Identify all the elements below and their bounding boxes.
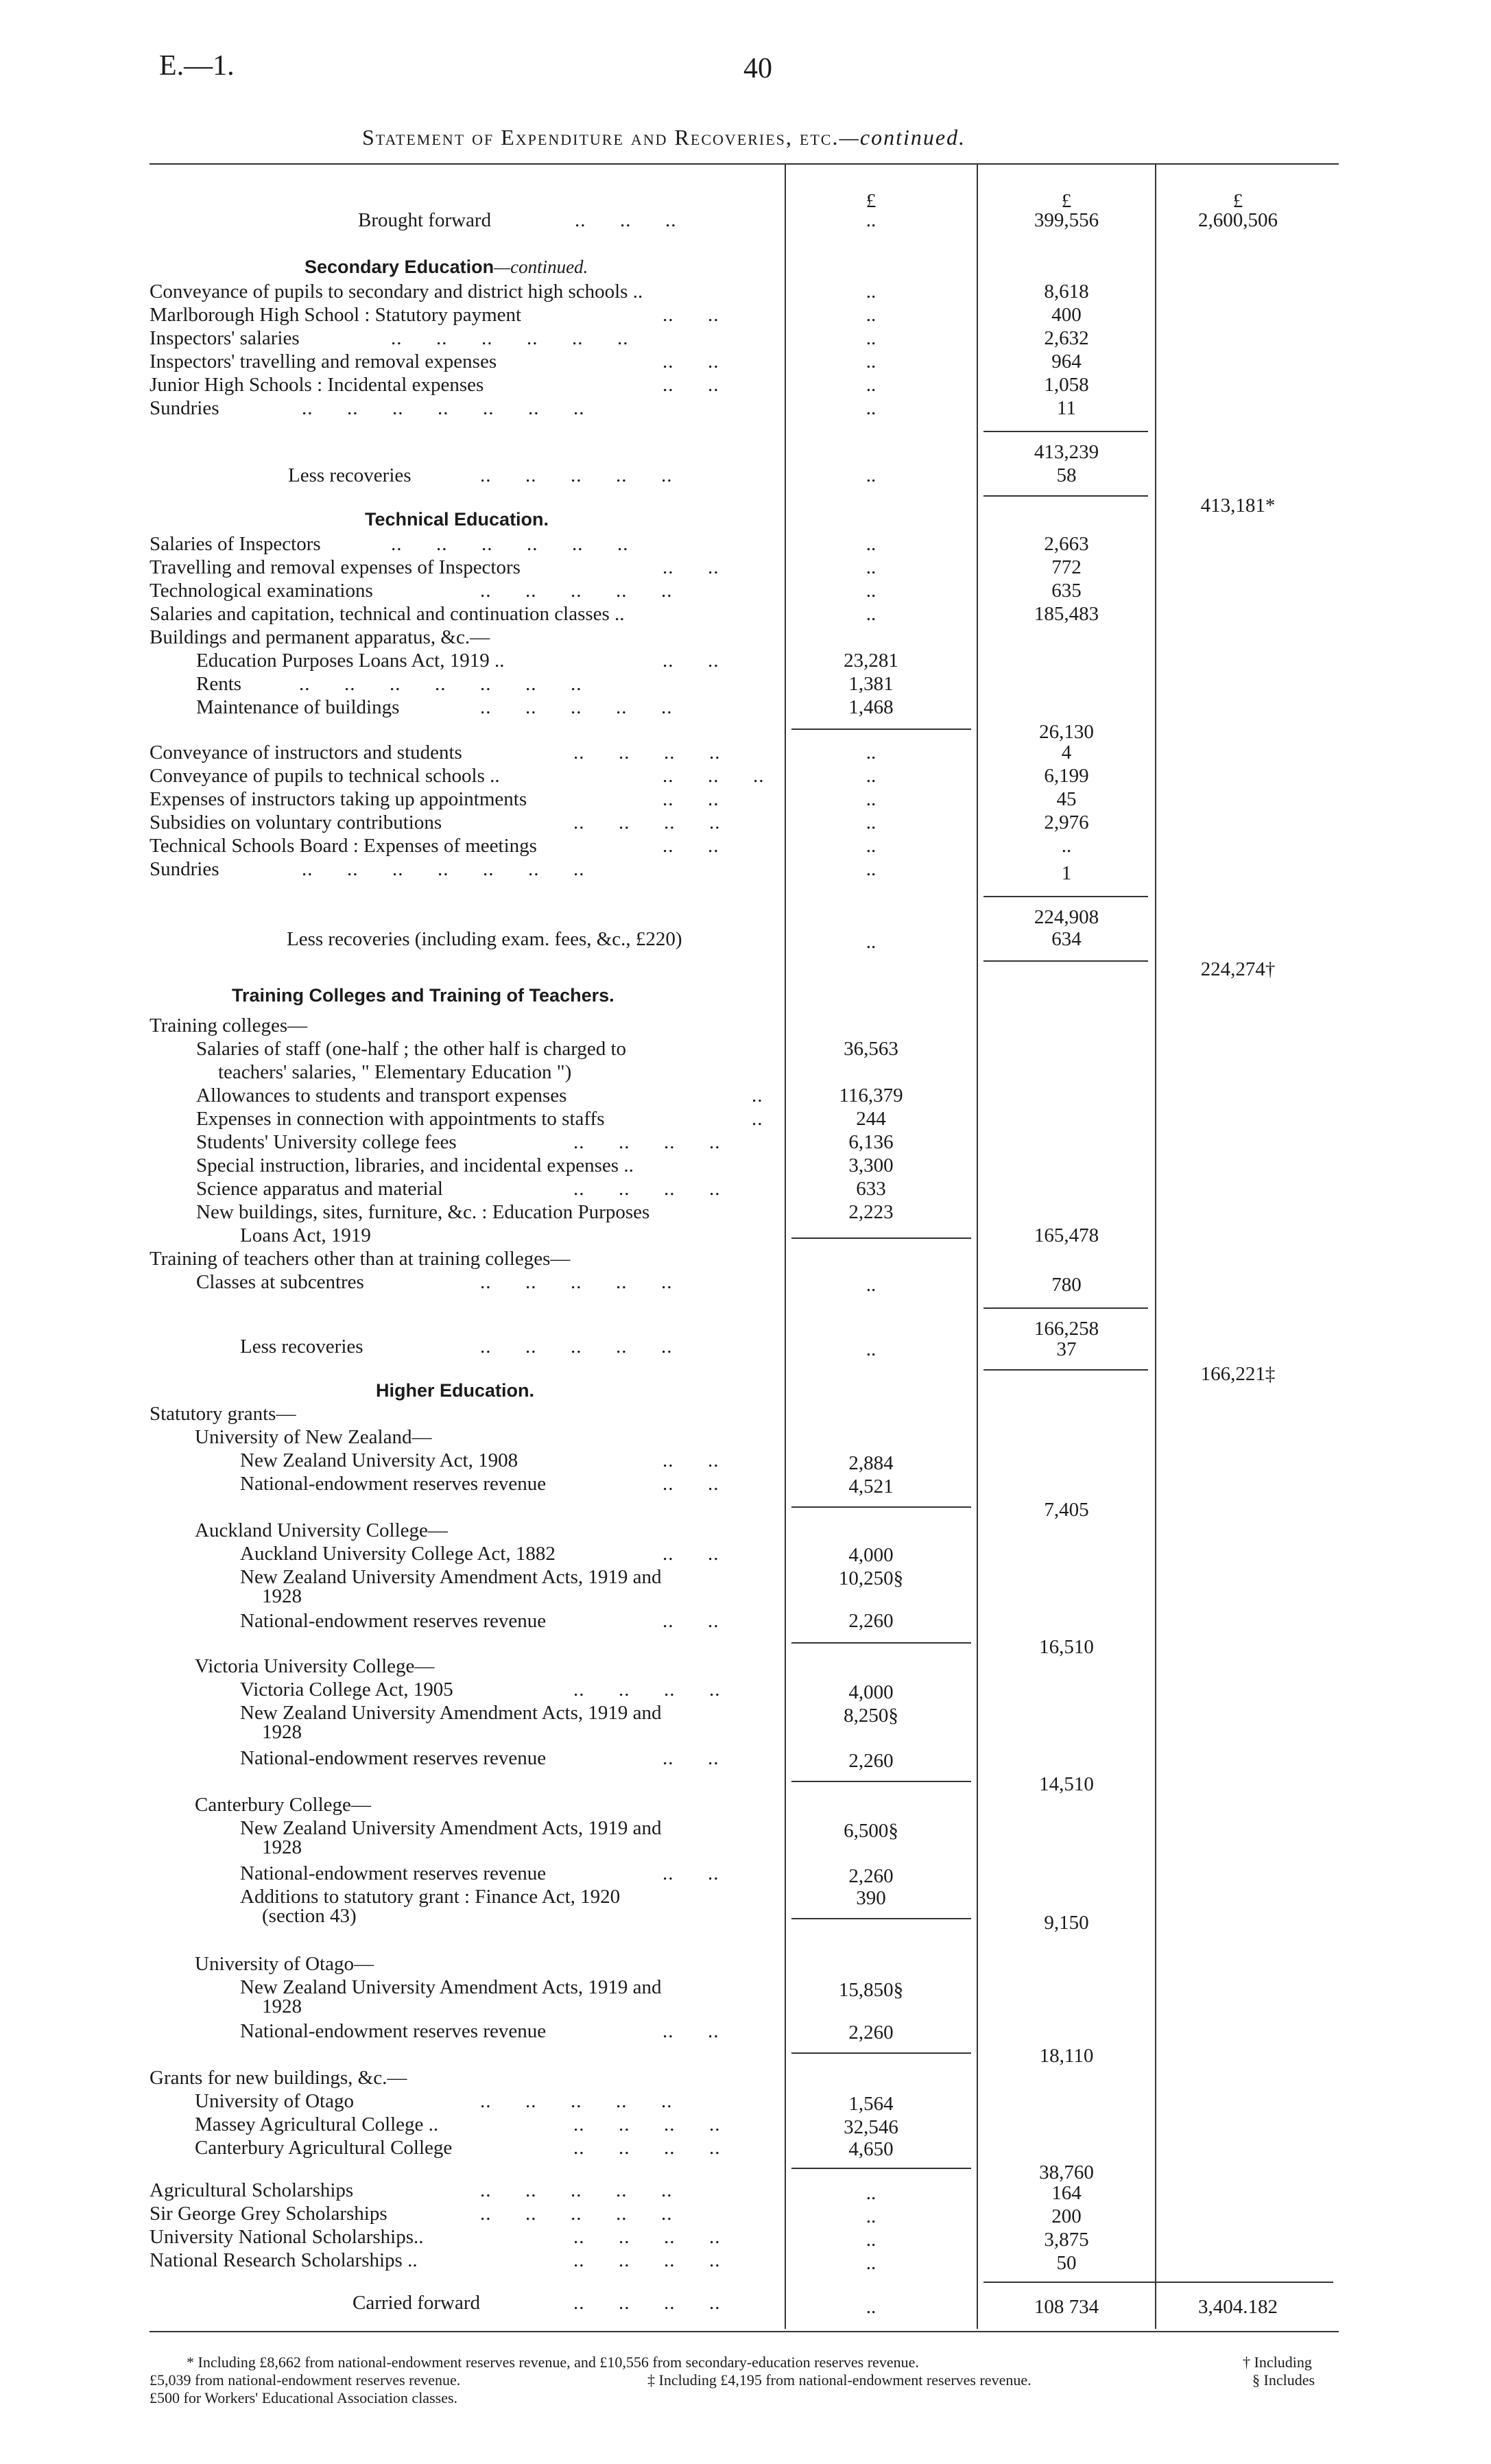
- row-label: Junior High Schools : Incidental expenses: [150, 374, 484, 396]
- page-title-suffix: —continued.: [839, 125, 966, 150]
- leader-dots: .. .. .. .. .. .. ..: [302, 858, 585, 880]
- row-label: Brought forward: [358, 209, 492, 231]
- row-label: New Zealand University Amendment Acts, 1919 and: [240, 1566, 662, 1588]
- leader-dots: .. .. .. ..: [573, 2113, 721, 2135]
- row-label: Canterbury Agricultural College: [195, 2137, 453, 2159]
- row-label: Loans Act, 1919: [240, 1224, 371, 1246]
- leader-dots: .. ..: [663, 1473, 719, 1495]
- row-col1: ..: [866, 2252, 876, 2274]
- page-title-main: Statement of Expenditure and Recoveries, etc.: [362, 125, 839, 150]
- section-heading-higher: Higher Education.: [376, 1380, 535, 1401]
- row-col1: ..: [866, 2229, 876, 2251]
- row-col2: 6,199: [1044, 765, 1089, 787]
- leader-dots: ..: [752, 1108, 763, 1130]
- row-label: Sir George Grey Scholarships: [150, 2203, 387, 2225]
- row-label: Grants for new buildings, &c.—: [150, 2067, 407, 2089]
- row-label: Training of teachers other than at training colleges—: [150, 1248, 571, 1270]
- subtotal-rule: [791, 1781, 971, 1782]
- table-top-rule: [150, 163, 1339, 165]
- row-col2: 4: [1061, 742, 1072, 763]
- row-col1: ..: [866, 788, 876, 810]
- row-label: University of Otago: [195, 2090, 354, 2112]
- row-col1: 3,300: [848, 1154, 894, 1176]
- leader-dots: ..: [752, 1085, 763, 1106]
- column-rule-2: [977, 165, 978, 2329]
- row-col1: ..: [866, 835, 876, 857]
- row-label: 1928: [262, 1836, 302, 1858]
- row-label: National-endowment reserves revenue: [240, 1862, 547, 1884]
- row-col1: 23,281: [844, 650, 898, 672]
- leader-dots: .. ..: [663, 1747, 719, 1769]
- footnote-line-1-right: † Including: [1243, 2354, 1312, 2371]
- leader-dots: .. ..: [663, 788, 719, 810]
- row-label: Salaries and capitation, technical and continuation classes ..: [150, 603, 625, 625]
- leader-dots: .. ..: [663, 556, 719, 578]
- subtotal-rule: [791, 1642, 971, 1644]
- row-col1: ..: [866, 281, 876, 303]
- row-col1: 116,379: [839, 1085, 903, 1106]
- row-col1: 2,260: [848, 2022, 894, 2044]
- table-bottom-rule: [150, 2331, 1339, 2332]
- row-label: Victoria College Act, 1905: [240, 1679, 453, 1701]
- row-col2: 14,510: [1039, 1773, 1094, 1795]
- leader-dots: .. .. .. .. .. .. ..: [302, 397, 585, 419]
- row-label: Additions to statutory grant : Finance Act, 1920: [240, 1886, 621, 1908]
- row-label: Statutory grants—: [150, 1403, 296, 1425]
- row-col2: 399,556: [1034, 209, 1099, 231]
- row-col1: 1,564: [848, 2093, 894, 2115]
- row-col2: 165,478: [1034, 1224, 1099, 1246]
- row-label: Canterbury College—: [195, 1794, 371, 1816]
- row-label: National-endowment reserves revenue: [240, 1473, 547, 1495]
- row-col1: ..: [866, 858, 876, 880]
- leader-dots: .. ..: [663, 351, 719, 372]
- row-col1: 2,260: [848, 1750, 894, 1772]
- row-col1: 4,521: [848, 1476, 894, 1497]
- row-col1: ..: [866, 2182, 876, 2204]
- row-label: Sundries: [150, 858, 219, 880]
- subtotal-rule: [791, 2052, 971, 2054]
- row-col1: 15,850§: [838, 1979, 904, 2001]
- row-col2: 166,258: [1034, 1318, 1099, 1340]
- row-label: National-endowment reserves revenue: [240, 2020, 547, 2042]
- row-label: Inspectors' travelling and removal expenses: [150, 351, 497, 372]
- footnote-line-3: £500 for Workers' Educational Association classes.: [150, 2389, 458, 2406]
- row-label: Allowances to students and transport expenses: [196, 1085, 567, 1106]
- subtotal-rule: [791, 2168, 971, 2169]
- column-head-1: £: [866, 190, 876, 212]
- leader-dots: .. ..: [663, 2020, 719, 2042]
- row-label: New Zealand University Amendment Acts, 1919 and: [240, 1817, 662, 1839]
- footnote-line-2-right: § Includes: [1252, 2371, 1315, 2389]
- leader-dots: .. .. .. .. ..: [480, 464, 673, 486]
- section-heading-secondary: [305, 255, 588, 279]
- leader-dots: .. .. .. ..: [573, 1679, 721, 1701]
- leader-dots: .. ..: [663, 835, 719, 857]
- column-rule-3: [1155, 165, 1156, 2329]
- leader-dots: .. .. .. ..: [573, 1178, 721, 1200]
- row-col1: 244: [856, 1108, 886, 1130]
- row-col1: 36,563: [844, 1038, 898, 1060]
- footnote-line-1: * Including £8,662 from national-endowment reserves revenue, and £10,556 from secondary-education reserves revenue.: [187, 2354, 919, 2371]
- row-col1: ..: [866, 742, 876, 763]
- row-col1: 2,223: [848, 1201, 894, 1223]
- leader-dots: .. ..: [663, 304, 719, 326]
- row-col1: ..: [866, 304, 876, 326]
- row-col1: ..: [866, 2296, 876, 2318]
- page-identifier: E.—1.: [159, 50, 235, 82]
- row-label: Conveyance of instructors and students: [150, 742, 462, 763]
- row-label: University National Scholarships..: [150, 2226, 424, 2248]
- leader-dots: .. ..: [663, 1449, 719, 1471]
- row-col2: 2,976: [1044, 812, 1089, 833]
- row-label: Classes at subcentres: [196, 1271, 364, 1293]
- row-col1: ..: [866, 1274, 876, 1296]
- leader-dots: .. .. .. .. .. ..: [391, 533, 629, 555]
- row-col2: 9,150: [1044, 1912, 1089, 1934]
- row-col2: 2,632: [1044, 327, 1089, 349]
- leader-dots: .. .. .. ..: [573, 2249, 721, 2271]
- total-rule: [983, 2282, 1333, 2283]
- subtotal-rule: [983, 1369, 1148, 1371]
- row-col2: 400: [1051, 304, 1082, 326]
- row-label: Less recoveries: [288, 464, 411, 486]
- leader-dots: .. .. ..: [663, 765, 765, 787]
- row-label: Salaries of staff (one-half ; the other half is charged to: [196, 1038, 627, 1060]
- section-heading-secondary-suffix: —continued.: [494, 257, 588, 277]
- leader-dots: .. .. .. ..: [573, 812, 721, 833]
- row-label: Less recoveries: [240, 1336, 363, 1358]
- row-col1: 390: [856, 1887, 886, 1909]
- row-label: Agricultural Scholarships: [150, 2179, 354, 2201]
- section-heading-secondary-text: Secondary Education: [305, 257, 494, 277]
- column-rule-1: [785, 165, 786, 2329]
- row-label: University of New Zealand—: [195, 1426, 432, 1448]
- leader-dots: .. .. .. ..: [573, 2292, 721, 2314]
- row-label: Special instruction, libraries, and incidental expenses ..: [196, 1154, 634, 1176]
- row-label: teachers' salaries, " Elementary Education "): [218, 1061, 572, 1083]
- footnote-line-2-middle: ‡ Including £4,195 from national-endowment reserves revenue.: [647, 2371, 1031, 2389]
- leader-dots: .. .. .. .. ..: [480, 2203, 673, 2225]
- row-col3: 224,274†: [1200, 958, 1276, 980]
- row-col1: ..: [866, 397, 876, 419]
- row-label: Marlborough High School : Statutory payment: [150, 304, 522, 326]
- row-label: Expenses of instructors taking up appointments: [150, 788, 527, 810]
- page-title: [362, 125, 966, 150]
- row-col2: 8,618: [1044, 281, 1089, 303]
- row-col2: 413,239: [1034, 441, 1099, 463]
- row-col2: 772: [1051, 556, 1082, 578]
- row-col1: 1,468: [848, 696, 894, 718]
- row-col2: 1,058: [1044, 374, 1089, 396]
- row-label: New Zealand University Act, 1908: [240, 1449, 518, 1471]
- row-col1: ..: [866, 580, 876, 602]
- row-label: Auckland University College—: [195, 1519, 448, 1541]
- row-col2: 38,760: [1039, 2161, 1094, 2183]
- subtotal-rule: [791, 1918, 971, 1919]
- row-col1: 633: [856, 1178, 886, 1200]
- row-col3: 3,404.182: [1198, 2296, 1278, 2318]
- row-label: National-endowment reserves revenue: [240, 1610, 547, 1632]
- row-col1: 8,250§: [844, 1705, 898, 1727]
- row-label: Subsidies on voluntary contributions: [150, 812, 442, 833]
- row-label: Less recoveries (including exam. fees, &c., £220): [287, 928, 682, 950]
- row-col3: 2,600,506: [1198, 209, 1278, 231]
- row-label: Travelling and removal expenses of Inspectors: [150, 556, 521, 578]
- row-label: University of Otago—: [195, 1953, 374, 1975]
- row-label-carried-forward: Carried forward: [353, 2292, 480, 2314]
- row-col2: 164: [1051, 2182, 1082, 2204]
- row-label: Conveyance of pupils to secondary and district high schools ..: [150, 281, 643, 303]
- row-label: Training colleges—: [150, 1015, 308, 1036]
- leader-dots: .. ..: [663, 1543, 719, 1565]
- row-col1: 4,000: [848, 1544, 894, 1566]
- row-label: Conveyance of pupils to technical schools ..: [150, 765, 500, 787]
- row-label: Victoria University College—: [195, 1655, 435, 1677]
- row-col1: ..: [866, 765, 876, 787]
- row-col1: ..: [866, 327, 876, 349]
- row-col1: 2,260: [848, 1865, 894, 1887]
- leader-dots: .. .. .. ..: [573, 2137, 721, 2159]
- subtotal-rule: [983, 495, 1148, 497]
- row-col2: 11: [1057, 397, 1076, 419]
- leader-dots: .. .. .. .. ..: [480, 580, 673, 602]
- subtotal-rule: [983, 1307, 1148, 1309]
- row-label: Sundries: [150, 397, 219, 419]
- row-col2: 26,130: [1039, 721, 1094, 743]
- row-label: New Zealand University Amendment Acts, 1919 and: [240, 1976, 662, 1998]
- row-label: Expenses in connection with appointments to staffs: [196, 1108, 605, 1130]
- subtotal-rule: [791, 1237, 971, 1239]
- leader-dots: .. .. .. .. ..: [480, 2090, 673, 2112]
- row-col1: 2,884: [848, 1452, 894, 1474]
- row-col2: 18,110: [1039, 2045, 1094, 2067]
- row-label: Rents: [196, 673, 242, 695]
- leader-dots: .. .. .. ..: [573, 742, 721, 763]
- column-head-2: £: [1061, 190, 1072, 212]
- leader-dots: .. .. .. .. ..: [480, 2179, 673, 2201]
- row-col2: 37: [1056, 1338, 1077, 1360]
- subtotal-rule: [791, 1506, 971, 1508]
- row-col2: 2,663: [1044, 533, 1089, 555]
- row-col2: 58: [1056, 464, 1077, 486]
- row-col3: 413,181*: [1200, 495, 1276, 517]
- leader-dots: .. ..: [663, 650, 719, 672]
- row-label: Technical Schools Board : Expenses of meetings: [150, 835, 537, 857]
- row-col2: 634: [1051, 928, 1082, 950]
- row-col1: 10,250§: [838, 1567, 904, 1589]
- page-number: 40: [743, 53, 772, 84]
- row-col1: 2,260: [848, 1610, 894, 1632]
- leader-dots: .. .. ..: [575, 209, 677, 231]
- row-col1: ..: [866, 351, 876, 372]
- leader-dots: .. .. .. .. .. ..: [391, 327, 629, 349]
- row-label: Students' University college fees: [196, 1131, 457, 1153]
- row-col1: ..: [866, 464, 876, 486]
- row-col2: ..: [1061, 835, 1072, 857]
- row-col1: 1,381: [848, 673, 894, 695]
- row-col1: ..: [866, 812, 876, 833]
- subtotal-rule: [983, 896, 1148, 897]
- row-col1: ..: [866, 931, 876, 953]
- row-label: Science apparatus and material: [196, 1178, 443, 1200]
- row-col1: ..: [866, 603, 876, 625]
- row-label: Technological examinations: [150, 580, 373, 602]
- section-heading-technical: Technical Education.: [365, 509, 549, 530]
- row-col1: ..: [866, 533, 876, 555]
- row-col2: 780: [1051, 1274, 1082, 1296]
- row-col2: 50: [1056, 2252, 1077, 2274]
- row-label: National Research Scholarships ..: [150, 2249, 418, 2271]
- row-label: 1928: [262, 1721, 302, 1743]
- subtotal-rule: [983, 960, 1148, 962]
- row-label: National-endowment reserves revenue: [240, 1747, 547, 1769]
- row-col1: 6,136: [848, 1131, 894, 1153]
- row-col3: 166,221‡: [1200, 1363, 1276, 1385]
- row-label: (section 43): [262, 1905, 357, 1927]
- section-heading-training: Training Colleges and Training of Teachers.: [232, 985, 615, 1006]
- leader-dots: .. .. .. ..: [573, 1131, 721, 1153]
- row-label: New buildings, sites, furniture, &c. : Education Purposes: [196, 1201, 650, 1223]
- row-col1: 6,500§: [844, 1820, 898, 1842]
- row-col1: 32,546: [844, 2116, 898, 2138]
- row-col2: 964: [1051, 351, 1082, 372]
- row-col2: 16,510: [1039, 1636, 1094, 1658]
- row-col1: ..: [866, 556, 876, 578]
- row-col2: 635: [1051, 580, 1082, 602]
- row-col2: 224,908: [1034, 906, 1099, 928]
- row-label: Auckland University College Act, 1882: [240, 1543, 556, 1565]
- subtotal-rule: [983, 431, 1148, 432]
- row-col2: 7,405: [1044, 1499, 1089, 1521]
- row-col2: 185,483: [1034, 603, 1099, 625]
- column-head-3: £: [1232, 190, 1243, 212]
- row-col1: ..: [866, 1338, 876, 1360]
- leader-dots: .. .. .. .. ..: [480, 1271, 673, 1293]
- leader-dots: .. ..: [663, 1610, 719, 1632]
- leader-dots: .. .. .. ..: [573, 2226, 721, 2248]
- row-label: 1928: [262, 1995, 302, 2017]
- row-col1: ..: [866, 2205, 876, 2227]
- row-label: 1928: [262, 1585, 302, 1607]
- row-label: Massey Agricultural College ..: [195, 2113, 439, 2135]
- row-col2: 108 734: [1034, 2296, 1099, 2318]
- leader-dots: .. ..: [663, 1862, 719, 1884]
- row-col1: 4,650: [848, 2138, 894, 2160]
- leader-dots: .. .. .. .. .. .. ..: [299, 673, 582, 695]
- leader-dots: .. ..: [663, 374, 719, 396]
- row-col1: 4,000: [848, 1681, 894, 1703]
- row-col1: ..: [866, 209, 876, 231]
- footnote-line-2: £5,039 from national-endowment reserves revenue.: [150, 2371, 461, 2389]
- row-label: Buildings and permanent apparatus, &c.—: [150, 626, 490, 648]
- row-col2: 45: [1056, 788, 1077, 810]
- row-col2: 3,875: [1044, 2229, 1089, 2251]
- subtotal-rule: [791, 728, 971, 730]
- row-label: Maintenance of buildings: [196, 696, 400, 718]
- row-col2: 200: [1051, 2205, 1082, 2227]
- row-label: New Zealand University Amendment Acts, 1919 and: [240, 1702, 662, 1724]
- row-col1: ..: [866, 374, 876, 396]
- row-label: Inspectors' salaries: [150, 327, 300, 349]
- leader-dots: .. .. .. .. ..: [480, 696, 673, 718]
- leader-dots: .. .. .. .. ..: [480, 1336, 673, 1358]
- row-label: Salaries of Inspectors: [150, 533, 321, 555]
- row-col2: 1: [1061, 862, 1072, 884]
- row-label: Education Purposes Loans Act, 1919 ..: [196, 650, 505, 672]
